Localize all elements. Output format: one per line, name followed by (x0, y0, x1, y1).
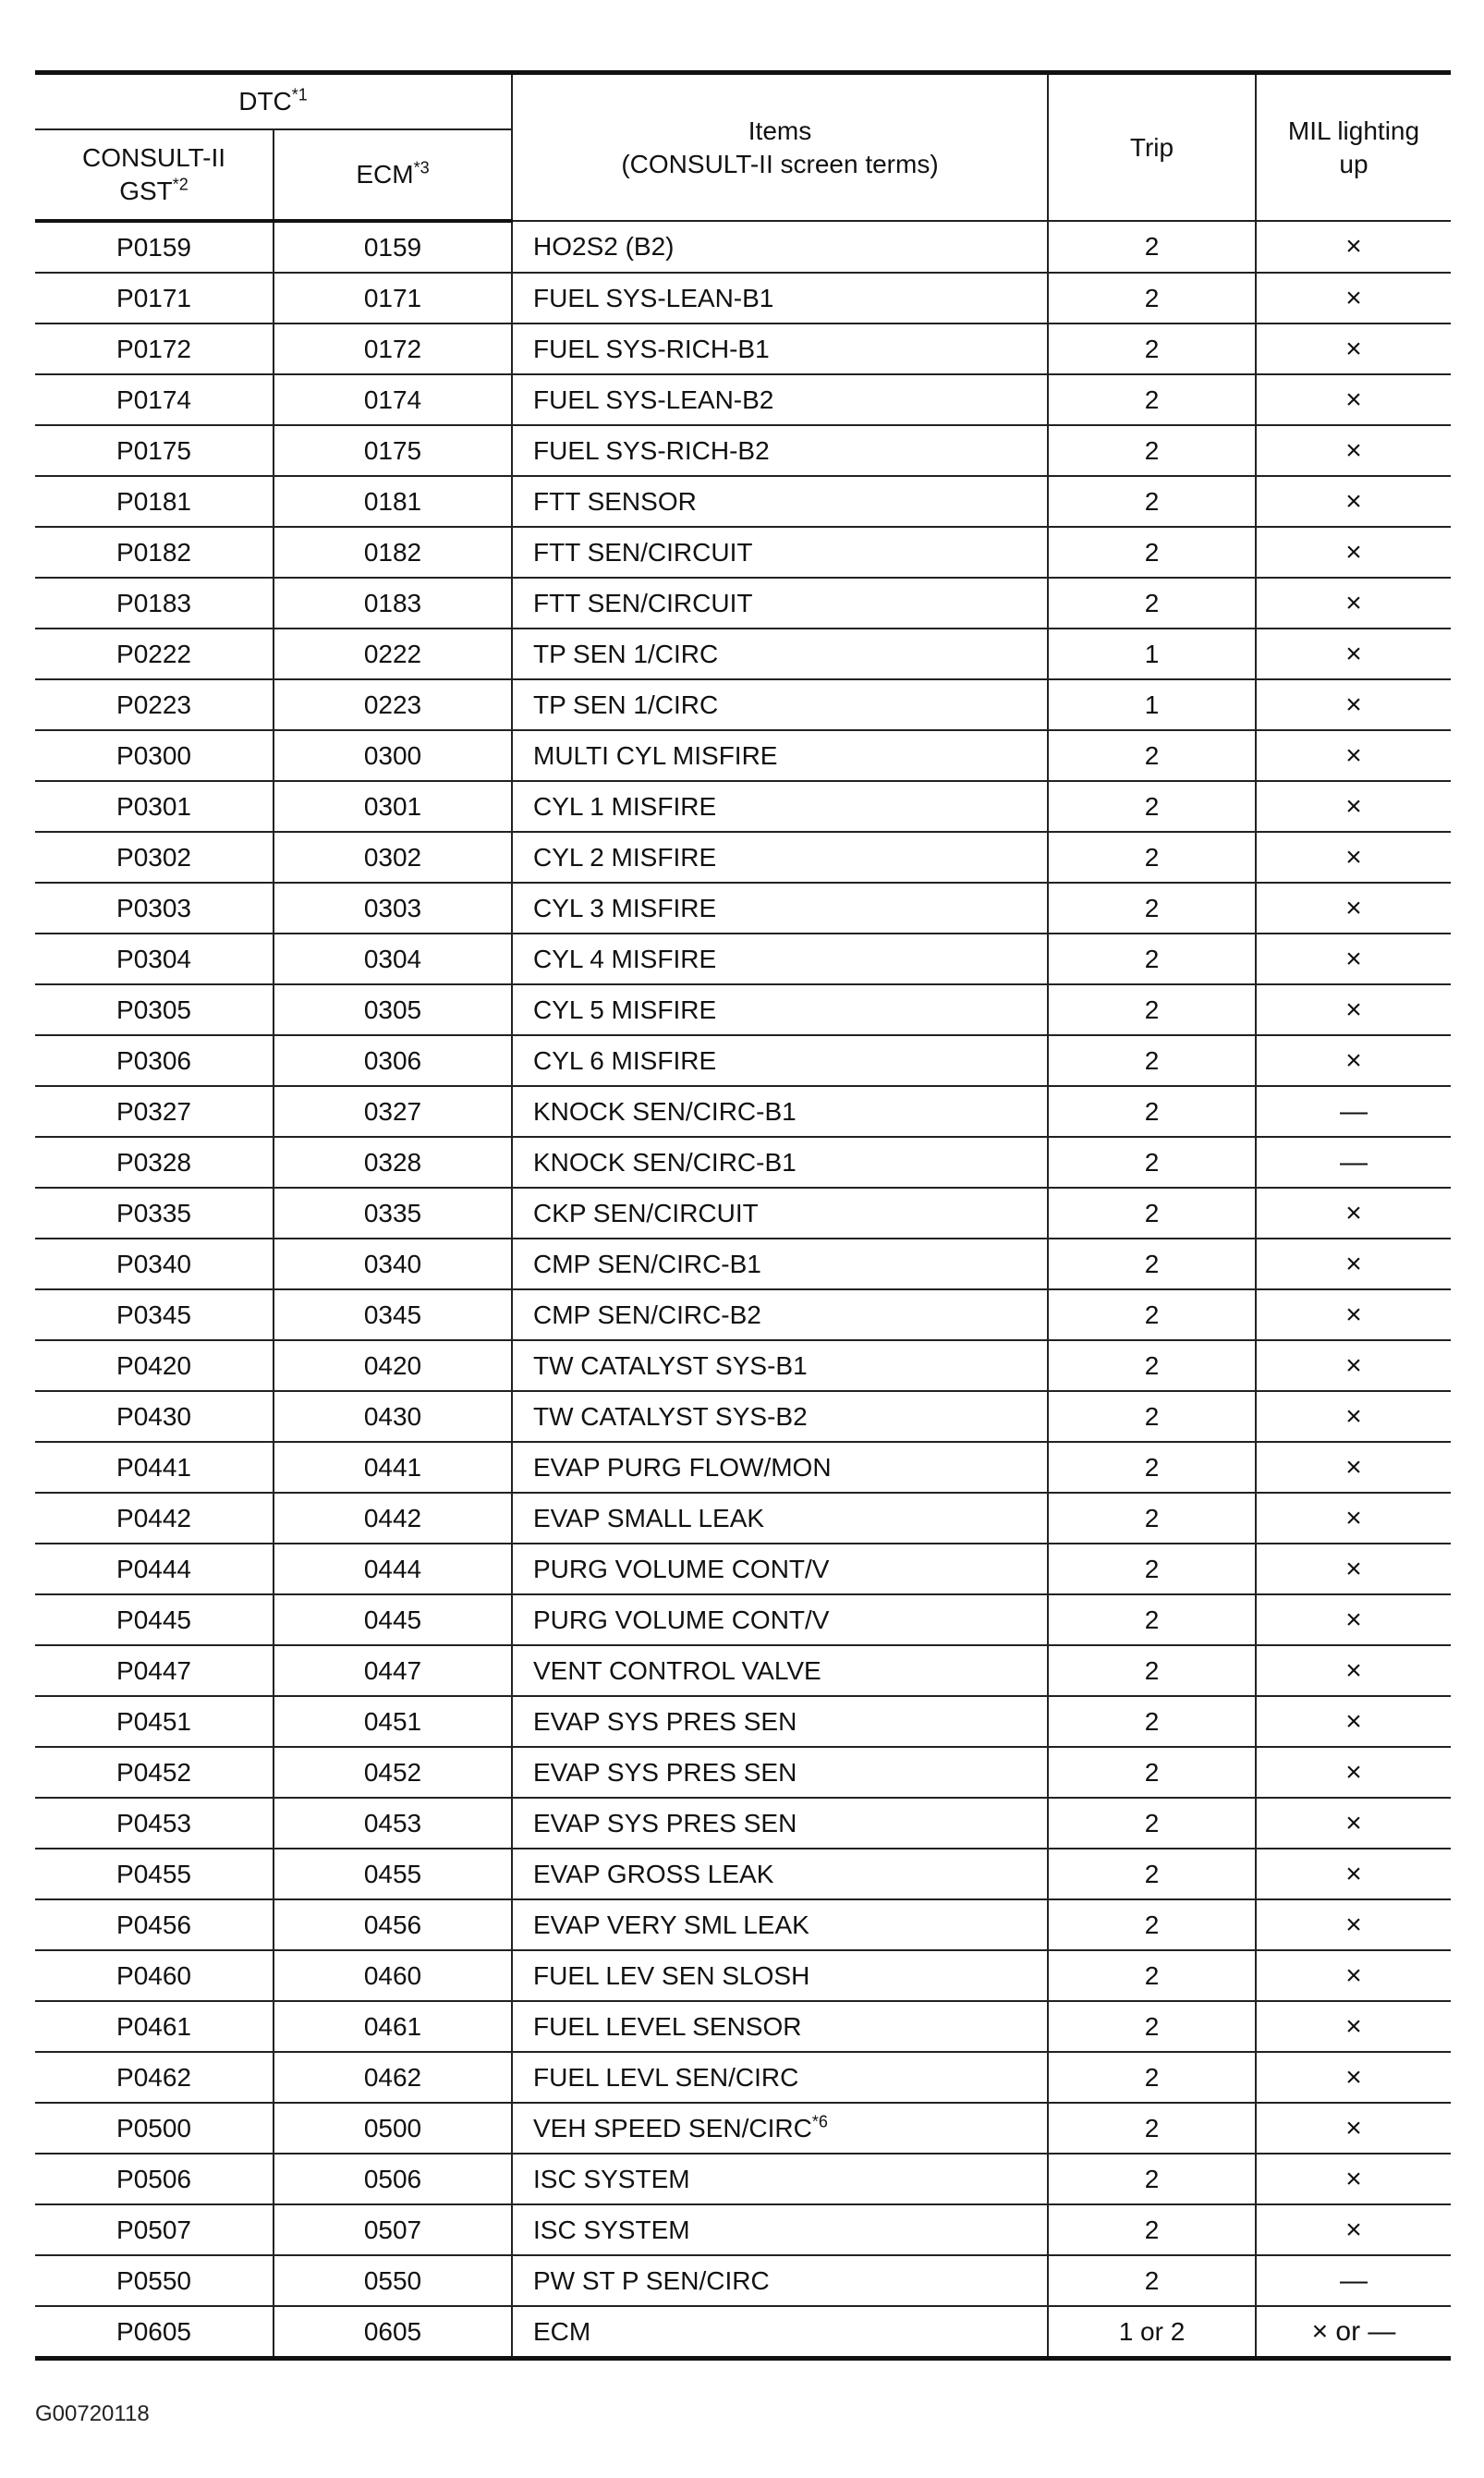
cell-item: ISC SYSTEM (512, 2154, 1048, 2204)
cell-item: CKP SEN/CIRCUIT (512, 1188, 1048, 1239)
table-row (35, 1188, 1451, 1239)
cell-trip: 1 or 2 (1048, 2306, 1256, 2359)
cell-consult-code: P0452 (35, 1747, 274, 1798)
cell-item: FUEL LEVL SEN/CIRC (512, 2052, 1048, 2103)
cell-item: HO2S2 (B2) (512, 221, 1048, 273)
cell-ecm-code: 0550 (274, 2255, 512, 2306)
cell-trip: 2 (1048, 1137, 1256, 1188)
cell-ecm-code: 0327 (274, 1086, 512, 1137)
table-row (35, 883, 1451, 934)
cell-mil: × (1256, 374, 1451, 425)
cell-ecm-code: 0183 (274, 578, 512, 629)
cell-ecm-code: 0452 (274, 1747, 512, 1798)
cell-consult-code: P0223 (35, 679, 274, 730)
cell-trip: 2 (1048, 221, 1256, 273)
cell-trip: 2 (1048, 2001, 1256, 2052)
table-row (35, 1340, 1451, 1391)
cell-trip: 2 (1048, 1442, 1256, 1493)
cell-mil: × (1256, 323, 1451, 374)
table-row (35, 323, 1451, 374)
cell-consult-code: P0453 (35, 1798, 274, 1849)
table-row (35, 476, 1451, 527)
cell-consult-code: P0550 (35, 2255, 274, 2306)
cell-consult-code: P0444 (35, 1544, 274, 1594)
cell-item: KNOCK SEN/CIRC-B1 (512, 1137, 1048, 1188)
cell-ecm-code: 0605 (274, 2306, 512, 2359)
cell-consult-code: P0183 (35, 578, 274, 629)
cell-ecm-code: 0460 (274, 1950, 512, 2001)
cell-mil: × (1256, 1645, 1451, 1696)
cell-item: TW CATALYST SYS-B1 (512, 1340, 1048, 1391)
cell-consult-code: P0159 (35, 221, 274, 273)
cell-trip: 2 (1048, 1747, 1256, 1798)
cell-item: FUEL SYS-LEAN-B1 (512, 273, 1048, 323)
cell-consult-code: P0174 (35, 374, 274, 425)
cell-item: KNOCK SEN/CIRC-B1 (512, 1086, 1048, 1137)
cell-item: FUEL LEVEL SENSOR (512, 2001, 1048, 2052)
cell-ecm-code: 0302 (274, 832, 512, 883)
cell-trip: 2 (1048, 1544, 1256, 1594)
cell-consult-code: P0304 (35, 934, 274, 984)
cell-mil: × (1256, 679, 1451, 730)
table-row (35, 2204, 1451, 2255)
cell-consult-code: P0420 (35, 1340, 274, 1391)
figure-code: G00720118 (35, 2401, 150, 2426)
cell-trip: 2 (1048, 1849, 1256, 1899)
cell-ecm-code: 0328 (274, 1137, 512, 1188)
table-body (35, 221, 1451, 2359)
cell-ecm-code: 0445 (274, 1594, 512, 1645)
table-row (35, 781, 1451, 832)
cell-mil: × (1256, 1696, 1451, 1747)
cell-consult-code: P0445 (35, 1594, 274, 1645)
cell-consult-code: P0171 (35, 273, 274, 323)
table-row (35, 1899, 1451, 1950)
cell-ecm-code: 0420 (274, 1340, 512, 1391)
table-row (35, 1696, 1451, 1747)
table-row (35, 1594, 1451, 1645)
cell-trip: 2 (1048, 2154, 1256, 2204)
cell-mil: × (1256, 781, 1451, 832)
cell-ecm-code: 0223 (274, 679, 512, 730)
cell-trip: 2 (1048, 1594, 1256, 1645)
cell-ecm-code: 0430 (274, 1391, 512, 1442)
cell-trip: 2 (1048, 578, 1256, 629)
table-row (35, 1289, 1451, 1340)
cell-consult-code: P0305 (35, 984, 274, 1035)
cell-mil: × (1256, 1747, 1451, 1798)
cell-ecm-code: 0171 (274, 273, 512, 323)
cell-mil: × (1256, 730, 1451, 781)
cell-mil: × (1256, 425, 1451, 476)
cell-item: PW ST P SEN/CIRC (512, 2255, 1048, 2306)
cell-ecm-code: 0444 (274, 1544, 512, 1594)
cell-item: CMP SEN/CIRC-B1 (512, 1239, 1048, 1289)
cell-consult-code: P0301 (35, 781, 274, 832)
cell-item: EVAP SYS PRES SEN (512, 1798, 1048, 1849)
cell-consult-code: P0300 (35, 730, 274, 781)
cell-consult-code: P0175 (35, 425, 274, 476)
cell-trip: 1 (1048, 679, 1256, 730)
cell-item: EVAP GROSS LEAK (512, 1849, 1048, 1899)
cell-mil: × (1256, 527, 1451, 578)
cell-ecm-code: 0172 (274, 323, 512, 374)
cell-ecm-code: 0222 (274, 629, 512, 679)
cell-consult-code: P0303 (35, 883, 274, 934)
dtc-table (35, 70, 1451, 2361)
cell-mil: × (1256, 221, 1451, 273)
cell-mil: — (1256, 1086, 1451, 1137)
cell-consult-code: P0182 (35, 527, 274, 578)
cell-trip: 2 (1048, 2204, 1256, 2255)
cell-mil: × (1256, 578, 1451, 629)
cell-trip: 2 (1048, 1289, 1256, 1340)
cell-item: CYL 1 MISFIRE (512, 781, 1048, 832)
cell-mil: × (1256, 629, 1451, 679)
table-row (35, 1137, 1451, 1188)
cell-trip: 2 (1048, 1493, 1256, 1544)
table-row (35, 832, 1451, 883)
cell-item: CYL 2 MISFIRE (512, 832, 1048, 883)
cell-trip: 2 (1048, 527, 1256, 578)
table-row (35, 1035, 1451, 1086)
cell-trip: 2 (1048, 832, 1256, 883)
cell-mil: × (1256, 1340, 1451, 1391)
cell-trip: 2 (1048, 425, 1256, 476)
header-ecm: ECM$^{*3}$ (274, 129, 512, 221)
cell-item: ECM (512, 2306, 1048, 2359)
cell-mil: × (1256, 1798, 1451, 1849)
cell-ecm-code: 0305 (274, 984, 512, 1035)
cell-ecm-code: 0345 (274, 1289, 512, 1340)
cell-ecm-code: 0304 (274, 934, 512, 984)
cell-consult-code: P0441 (35, 1442, 274, 1493)
table-row (35, 221, 1451, 273)
cell-consult-code: P0335 (35, 1188, 274, 1239)
cell-ecm-code: 0340 (274, 1239, 512, 1289)
cell-mil: × (1256, 1950, 1451, 2001)
cell-item: FUEL LEV SEN SLOSH (512, 1950, 1048, 2001)
cell-trip: 2 (1048, 883, 1256, 934)
cell-item: FUEL SYS-RICH-B2 (512, 425, 1048, 476)
cell-mil: × (1256, 2103, 1451, 2154)
cell-item: CYL 4 MISFIRE (512, 934, 1048, 984)
cell-ecm-code: 0159 (274, 221, 512, 273)
cell-trip: 2 (1048, 476, 1256, 527)
table-row (35, 2306, 1451, 2359)
cell-trip: 2 (1048, 1645, 1256, 1696)
cell-ecm-code: 0506 (274, 2154, 512, 2204)
cell-ecm-code: 0335 (274, 1188, 512, 1239)
table-row (35, 374, 1451, 425)
cell-consult-code: P0456 (35, 1899, 274, 1950)
cell-ecm-code: 0182 (274, 527, 512, 578)
cell-trip: 2 (1048, 1798, 1256, 1849)
cell-item: CYL 5 MISFIRE (512, 984, 1048, 1035)
table-row (35, 1645, 1451, 1696)
cell-mil: × (1256, 1544, 1451, 1594)
cell-consult-code: P0447 (35, 1645, 274, 1696)
cell-mil: × (1256, 1493, 1451, 1544)
cell-ecm-code: 0447 (274, 1645, 512, 1696)
cell-consult-code: P0430 (35, 1391, 274, 1442)
cell-item: MULTI CYL MISFIRE (512, 730, 1048, 781)
cell-item: FUEL SYS-RICH-B1 (512, 323, 1048, 374)
cell-consult-code: P0500 (35, 2103, 274, 2154)
table-row (35, 425, 1451, 476)
table-row (35, 629, 1451, 679)
table-row (35, 934, 1451, 984)
table-row (35, 2001, 1451, 2052)
header-trip: Trip (1048, 73, 1256, 222)
cell-trip: 2 (1048, 730, 1256, 781)
cell-item: EVAP SYS PRES SEN (512, 1747, 1048, 1798)
table-row (35, 527, 1451, 578)
cell-mil: × (1256, 1289, 1451, 1340)
cell-trip: 2 (1048, 1391, 1256, 1442)
cell-consult-code: P0327 (35, 1086, 274, 1137)
cell-trip: 2 (1048, 2052, 1256, 2103)
cell-mil: × (1256, 1442, 1451, 1493)
cell-consult-code: P0340 (35, 1239, 274, 1289)
cell-mil: × (1256, 1899, 1451, 1950)
cell-mil: × (1256, 1239, 1451, 1289)
cell-trip: 2 (1048, 1035, 1256, 1086)
cell-ecm-code: 0441 (274, 1442, 512, 1493)
cell-trip: 1 (1048, 629, 1256, 679)
cell-consult-code: P0302 (35, 832, 274, 883)
header-consult-gst: CONSULT-II GST$^{*2}$ (35, 129, 274, 221)
cell-item: EVAP PURG FLOW/MON (512, 1442, 1048, 1493)
table-row (35, 1849, 1451, 1899)
cell-ecm-code: 0175 (274, 425, 512, 476)
cell-ecm-code: 0301 (274, 781, 512, 832)
table-row (35, 273, 1451, 323)
cell-item: FTT SEN/CIRCUIT (512, 527, 1048, 578)
cell-ecm-code: 0453 (274, 1798, 512, 1849)
cell-item: FUEL SYS-LEAN-B2 (512, 374, 1048, 425)
cell-trip: 2 (1048, 2103, 1256, 2154)
cell-trip: 2 (1048, 2255, 1256, 2306)
cell-ecm-code: 0442 (274, 1493, 512, 1544)
cell-mil: — (1256, 1137, 1451, 1188)
cell-ecm-code: 0507 (274, 2204, 512, 2255)
cell-item: VEH SPEED SEN/CIRC$^{*6}$ (512, 2103, 1048, 2154)
table-row (35, 2255, 1451, 2306)
cell-item: FTT SENSOR (512, 476, 1048, 527)
cell-consult-code: P0507 (35, 2204, 274, 2255)
table-row (35, 1086, 1451, 1137)
table-row (35, 679, 1451, 730)
cell-mil: × (1256, 2154, 1451, 2204)
cell-mil: × or — (1256, 2306, 1451, 2359)
cell-trip: 2 (1048, 1950, 1256, 2001)
cell-mil: — (1256, 2255, 1451, 2306)
cell-ecm-code: 0461 (274, 2001, 512, 2052)
cell-item: EVAP SYS PRES SEN (512, 1696, 1048, 1747)
cell-mil: × (1256, 883, 1451, 934)
cell-trip: 2 (1048, 984, 1256, 1035)
cell-consult-code: P0460 (35, 1950, 274, 2001)
cell-mil: × (1256, 2001, 1451, 2052)
table-row (35, 1391, 1451, 1442)
cell-consult-code: P0605 (35, 2306, 274, 2359)
cell-consult-code: P0222 (35, 629, 274, 679)
cell-mil: × (1256, 476, 1451, 527)
cell-trip: 2 (1048, 1696, 1256, 1747)
cell-item: EVAP VERY SML LEAK (512, 1899, 1048, 1950)
cell-item: TW CATALYST SYS-B2 (512, 1391, 1048, 1442)
table-row (35, 1950, 1451, 2001)
cell-item: ISC SYSTEM (512, 2204, 1048, 2255)
cell-consult-code: P0455 (35, 1849, 274, 1899)
table-row (35, 1442, 1451, 1493)
cell-item: PURG VOLUME CONT/V (512, 1594, 1048, 1645)
cell-item: CMP SEN/CIRC-B2 (512, 1289, 1048, 1340)
cell-consult-code: P0506 (35, 2154, 274, 2204)
cell-mil: × (1256, 2204, 1451, 2255)
cell-trip: 2 (1048, 934, 1256, 984)
table-row (35, 984, 1451, 1035)
footnote-marker: *6 (811, 2112, 828, 2131)
cell-item: PURG VOLUME CONT/V (512, 1544, 1048, 1594)
cell-consult-code: P0345 (35, 1289, 274, 1340)
cell-item: CYL 3 MISFIRE (512, 883, 1048, 934)
cell-mil: × (1256, 984, 1451, 1035)
cell-consult-code: P0306 (35, 1035, 274, 1086)
cell-trip: 2 (1048, 1086, 1256, 1137)
cell-ecm-code: 0300 (274, 730, 512, 781)
cell-ecm-code: 0303 (274, 883, 512, 934)
cell-mil: × (1256, 273, 1451, 323)
cell-ecm-code: 0181 (274, 476, 512, 527)
table-row (35, 2052, 1451, 2103)
cell-mil: × (1256, 1849, 1451, 1899)
cell-consult-code: P0328 (35, 1137, 274, 1188)
cell-consult-code: P0451 (35, 1696, 274, 1747)
table-row (35, 1798, 1451, 1849)
cell-item: TP SEN 1/CIRC (512, 629, 1048, 679)
cell-item: EVAP SMALL LEAK (512, 1493, 1048, 1544)
table-row (35, 2103, 1451, 2154)
cell-ecm-code: 0451 (274, 1696, 512, 1747)
cell-consult-code: P0442 (35, 1493, 274, 1544)
cell-trip: 2 (1048, 374, 1256, 425)
cell-trip: 2 (1048, 1239, 1256, 1289)
cell-item: VENT CONTROL VALVE (512, 1645, 1048, 1696)
table-row (35, 1239, 1451, 1289)
cell-trip: 2 (1048, 1899, 1256, 1950)
cell-item: CYL 6 MISFIRE (512, 1035, 1048, 1086)
cell-mil: × (1256, 934, 1451, 984)
cell-trip: 2 (1048, 273, 1256, 323)
cell-ecm-code: 0455 (274, 1849, 512, 1899)
table-row (35, 578, 1451, 629)
cell-ecm-code: 0306 (274, 1035, 512, 1086)
header-dtc: DTC$^{*1}$ (35, 73, 512, 130)
cell-consult-code: P0172 (35, 323, 274, 374)
cell-consult-code: P0181 (35, 476, 274, 527)
dtc-table-container (35, 70, 1451, 2361)
header-mil: MIL lighting up (1256, 73, 1451, 222)
cell-item: TP SEN 1/CIRC (512, 679, 1048, 730)
cell-mil: × (1256, 1391, 1451, 1442)
table-row (35, 1544, 1451, 1594)
cell-trip: 2 (1048, 1188, 1256, 1239)
cell-consult-code: P0461 (35, 2001, 274, 2052)
cell-ecm-code: 0500 (274, 2103, 512, 2154)
table-row (35, 1747, 1451, 1798)
table-row (35, 2154, 1451, 2204)
cell-ecm-code: 0456 (274, 1899, 512, 1950)
cell-trip: 2 (1048, 1340, 1256, 1391)
cell-item: FTT SEN/CIRCUIT (512, 578, 1048, 629)
cell-ecm-code: 0174 (274, 374, 512, 425)
cell-trip: 2 (1048, 781, 1256, 832)
table-row (35, 730, 1451, 781)
table-header (35, 73, 1451, 222)
table-row (35, 1493, 1451, 1544)
cell-mil: × (1256, 1594, 1451, 1645)
cell-mil: × (1256, 1035, 1451, 1086)
cell-mil: × (1256, 1188, 1451, 1239)
header-items: Items (CONSULT-II screen terms) (512, 73, 1048, 222)
cell-mil: × (1256, 2052, 1451, 2103)
cell-mil: × (1256, 832, 1451, 883)
cell-trip: 2 (1048, 323, 1256, 374)
cell-consult-code: P0462 (35, 2052, 274, 2103)
cell-ecm-code: 0462 (274, 2052, 512, 2103)
